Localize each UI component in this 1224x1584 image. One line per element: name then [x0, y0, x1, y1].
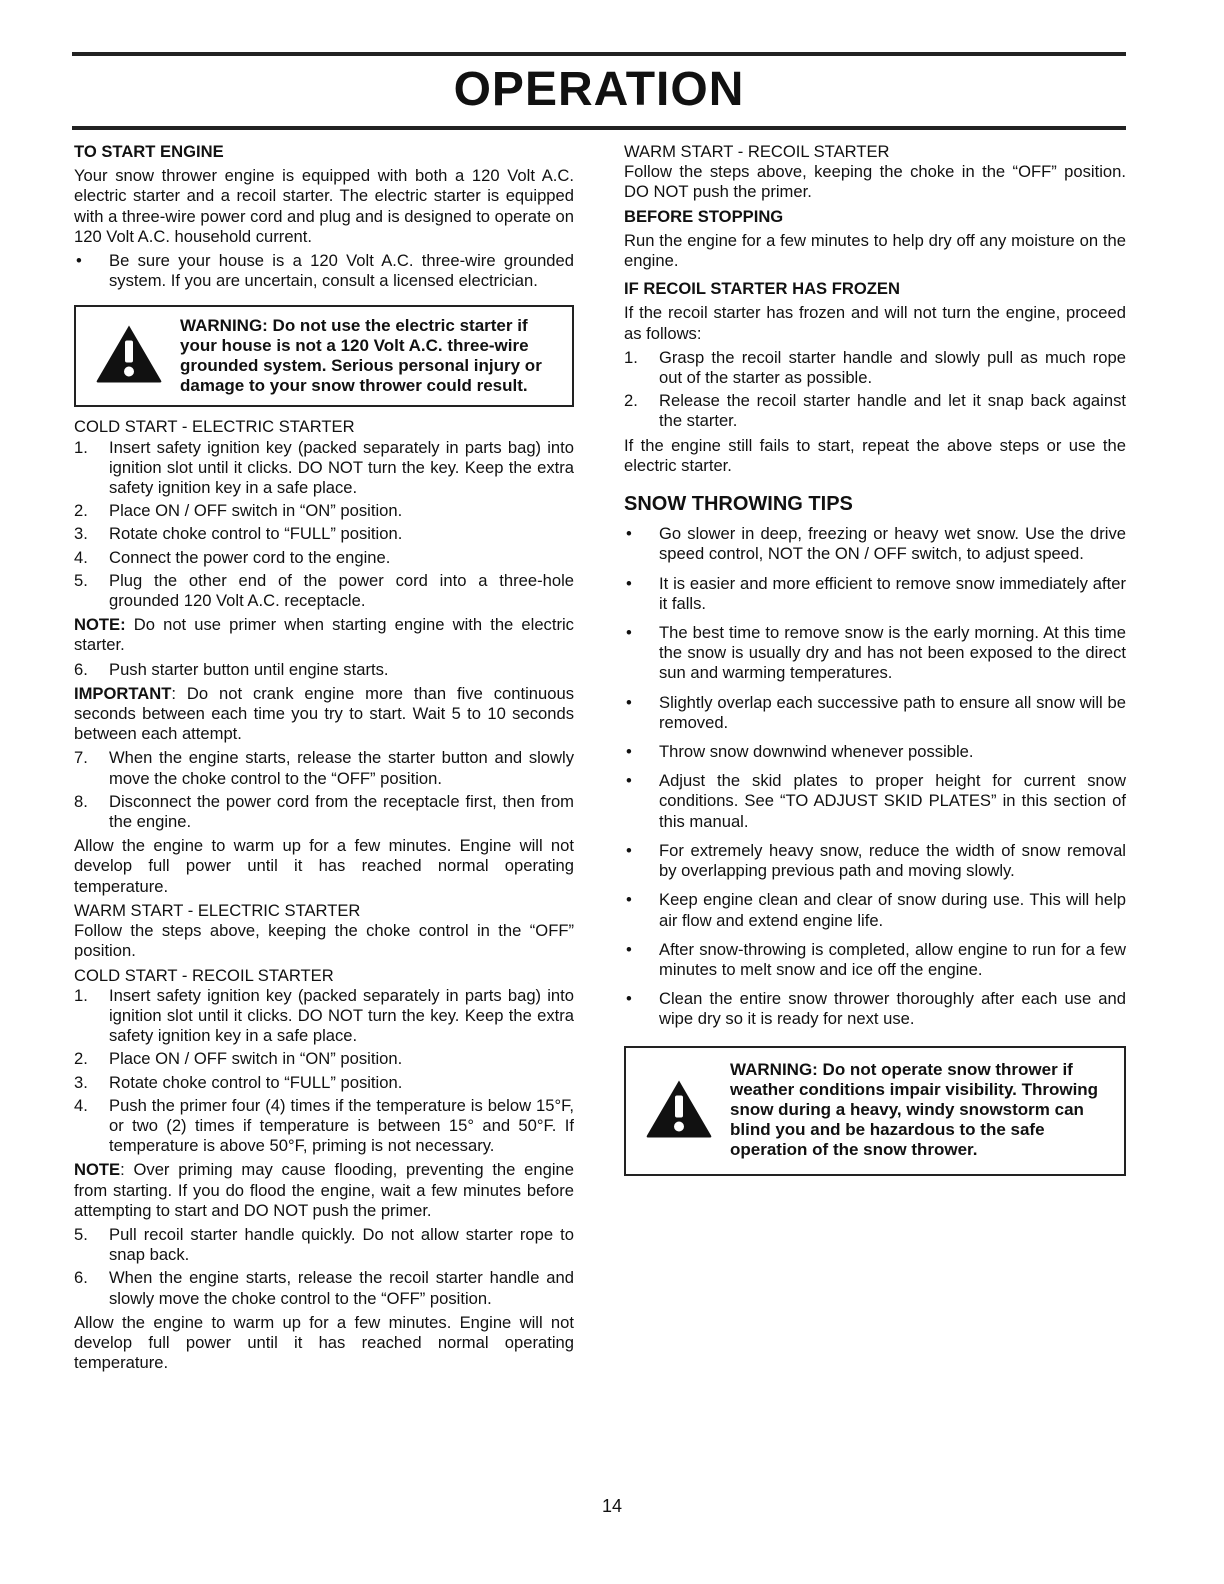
- warm-recoil-text: Follow the steps above, keeping the choke in the “OFF” position. DO NOT push the primer.: [624, 162, 1126, 202]
- warning-triangle-icon: [94, 323, 164, 390]
- bullet-icon: •: [76, 251, 82, 271]
- warning-box-electric: [74, 305, 574, 407]
- bullet-icon: •: [626, 939, 632, 959]
- cold-electric-steps-a: [74, 438, 574, 612]
- warm-electric-heading: WARM START - ELECTRIC STARTER: [74, 900, 361, 920]
- list-item: • Throw snow downwind whenever possible.: [626, 742, 974, 762]
- list-item: 1. Insert safety ignition key (packed separately in parts bag) into ignition slot until it clicks. DO NOT turn the key. Keep the extra safety ignition key in a safe place.: [74, 985, 574, 1046]
- before-stopping-text: Run the engine for a few minutes to help dry off any moisture on the engine.: [624, 230, 1126, 271]
- list-item: • For extremely heavy snow, reduce the width of snow removal by overlapping previous path and moving slowly.: [626, 840, 1126, 881]
- list-item: 8. Disconnect the power cord from the receptacle first, then from the engine.: [74, 791, 574, 832]
- note-primer: NOTE: Do not use primer when starting engine with the electric starter.: [74, 615, 574, 655]
- warning-box-visibility: [624, 1046, 1126, 1176]
- list-item: • After snow-throwing is completed, allow engine to run for a few minutes to melt snow and ice off the engine.: [626, 939, 1126, 979]
- list-item: 6. Push starter button until engine starts.: [74, 659, 389, 679]
- frozen-outro: If the engine still fails to start, repeat the above steps or use the electric starter.: [624, 435, 1126, 475]
- bullet-icon: •: [626, 524, 632, 544]
- list-item: 1. Insert safety ignition key (packed separately in parts bag) into ignition slot until it clicks. DO NOT turn the key. Keep the extra safety ignition key in a safe place.: [74, 437, 574, 498]
- list-item: 2. Place ON / OFF switch in “ON” position.: [74, 501, 403, 521]
- cold-recoil-steps-a: [74, 986, 574, 1157]
- warm-up-note-2: Allow the engine to warm up for a few minutes. Engine will not develop full power until it has reached normal operating temperature.: [74, 1312, 574, 1373]
- page-number: 14: [601, 1496, 623, 1516]
- page-title: OPERATION: [453, 63, 745, 116]
- list-item: 2. Release the recoil starter handle and let it snap back against the starter.: [624, 391, 1126, 431]
- list-item: • The best time to remove snow is the early morning. At this time the snow is usually dry and has not been exposed to the direct sun and warming temperatures.: [626, 623, 1126, 683]
- intro-bullet-list: [74, 251, 574, 291]
- warm-up-note-1: Allow the engine to warm up for a few minutes. Engine will not develop full power until it has reached normal operating temperature.: [74, 836, 574, 896]
- list-item: 4. Connect the power cord to the engine.: [74, 547, 391, 567]
- list-item: • Clean the entire snow thrower thoroughly after each use and wipe dry so it is ready for next use.: [626, 989, 1126, 1029]
- list-item: • Keep engine clean and clear of snow during use. This will help air flow and extend engine life.: [626, 890, 1126, 930]
- start-engine-heading: TO START ENGINE: [74, 142, 224, 161]
- warm-recoil-heading: WARM START - RECOIL STARTER: [624, 142, 890, 161]
- list-item: 2. Place ON / OFF switch in “ON” position.: [74, 1049, 403, 1069]
- left-column: [74, 142, 574, 1377]
- cold-electric-step-6: [74, 660, 574, 680]
- list-item: 3. Rotate choke control to “FULL” position.: [74, 1072, 403, 1092]
- warning-text: WARNING: Do not use the electric starter if your house is not a 120 Volt A.C. three-wire grounded system. Serious personal injury or damage to your snow thrower could result.: [180, 316, 542, 396]
- tips-list: [624, 524, 1126, 1029]
- bullet-icon: •: [626, 890, 632, 910]
- bullet-icon: •: [626, 989, 632, 1009]
- bullet-icon: •: [626, 623, 632, 643]
- cold-recoil-heading: COLD START - RECOIL STARTER: [74, 965, 334, 985]
- list-item: 6. When the engine starts, release the recoil starter handle and slowly move the choke control to the “OFF” position.: [74, 1268, 574, 1308]
- warm-electric-text: Follow the steps above, keeping the choke control in the “OFF” position.: [74, 921, 574, 961]
- frozen-heading: IF RECOIL STARTER HAS FROZEN: [624, 279, 900, 299]
- list-item: • Go slower in deep, freezing or heavy wet snow. Use the drive speed control, NOT the ON / OFF switch, to adjust speed.: [626, 524, 1126, 564]
- list-item: 7. When the engine starts, release the starter button and slowly move the choke control to the “OFF” position.: [74, 748, 574, 788]
- list-item: 4. Push the primer four (4) times if the temperature is below 15°F, or two (2) times if temperature is between 15° and 50°F. If temperature is above 50°F, priming is not necessary.: [74, 1095, 574, 1156]
- list-item: • Be sure your house is a 120 Volt A.C. three-wire grounded system. If you are uncertain, consult a licensed electrician.: [76, 251, 574, 291]
- warning-triangle-icon: [644, 1077, 714, 1144]
- note-over-priming: NOTE: Over priming may cause flooding, preventing the engine from starting. If you do flood the engine, wait a few minutes before attempting to start and DO NOT push the primer.: [74, 1160, 574, 1220]
- start-engine-intro: Your snow thrower engine is equipped with both a 120 Volt A.C. electric starter and a recoil starter. The electric starter is equipped with a three-wire power cord and plug and is designed to operate on 120 Volt A.C. household current.: [74, 166, 574, 246]
- title-rule: [72, 126, 1126, 130]
- list-item: 1. Grasp the recoil starter handle and slowly pull as much rope out of the starter as possible.: [624, 347, 1126, 388]
- bullet-icon: •: [626, 771, 632, 791]
- right-column: [624, 142, 1126, 1186]
- warning-text: WARNING: Do not operate snow thrower if weather conditions impair visibility. Throwing snow during a heavy, windy snowstorm can blind you and be hazardous to the safe operation of the snow thrower.: [730, 1059, 1099, 1159]
- bullet-icon: •: [626, 840, 632, 860]
- cold-electric-steps-b: [74, 748, 574, 832]
- frozen-intro: If the recoil starter has frozen and will not turn the engine, proceed as follows:: [624, 303, 1126, 343]
- list-item: 5. Plug the other end of the power cord into a three-hole grounded 120 Volt A.C. receptacle.: [74, 570, 574, 611]
- list-item: 3. Rotate choke control to “FULL” position.: [74, 524, 403, 544]
- cold-electric-heading: COLD START - ELECTRIC STARTER: [74, 417, 355, 437]
- frozen-steps: [624, 348, 1126, 432]
- list-item: • It is easier and more efficient to remove snow immediately after it falls.: [626, 573, 1126, 613]
- bullet-icon: •: [626, 573, 632, 593]
- before-stopping-heading: BEFORE STOPPING: [624, 206, 784, 226]
- bullet-icon: •: [626, 692, 632, 712]
- list-item: • Adjust the skid plates to proper height for current snow conditions. See “TO ADJUST SKID PLATES” in this section of this manual.: [626, 771, 1126, 831]
- top-rule: [72, 52, 1126, 56]
- important-note: IMPORTANT: Do not crank engine more than five continuous seconds between each time you try to start. Wait 5 to 10 seconds between each attempt.: [74, 683, 574, 744]
- bullet-icon: •: [626, 742, 632, 762]
- cold-recoil-steps-b: [74, 1225, 574, 1309]
- list-item: 5. Pull recoil starter handle quickly. Do not allow starter rope to snap back.: [74, 1224, 574, 1265]
- tips-heading: SNOW THROWING TIPS: [624, 493, 853, 516]
- list-item: • Slightly overlap each successive path to ensure all snow will be removed.: [626, 692, 1126, 732]
